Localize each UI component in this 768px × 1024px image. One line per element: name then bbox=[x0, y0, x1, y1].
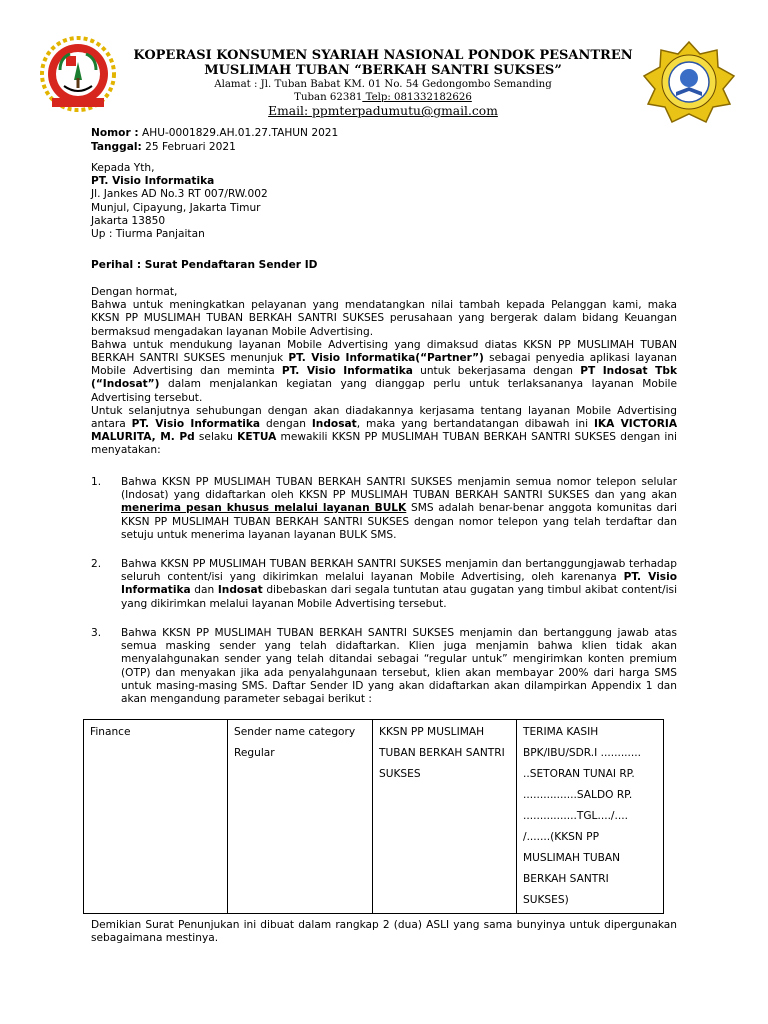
table-row bbox=[84, 720, 664, 914]
table-cell-type: Finance bbox=[84, 720, 228, 914]
recipient-address2: Munjul, Cipayung, Jakarta Timur bbox=[91, 201, 261, 214]
pesantren-logo bbox=[640, 40, 738, 124]
list-item-number: 3. bbox=[91, 627, 102, 639]
table-cell-category: Sender name category Regular bbox=[228, 720, 373, 914]
phone-link: Telp: 081332182626 bbox=[362, 92, 472, 103]
intro-paragraph-1: Bahwa untuk meningkatkan pelayanan yang mendatangkan nilai tambah kepada Pelanggan kami, maka KKSN PP MUSLIMAH TUBAN BERKAH SANTRI SUKSES perusahaan yang bergerak dalam bidang Keuangan bermaksud mengadakan layanan Mobile Advertising. bbox=[91, 299, 677, 338]
email-link[interactable]: Email: ppmterpadumutu@gmail.com bbox=[268, 104, 498, 118]
address-line2: Tuban 62381 Telp: 081332182626 bbox=[294, 92, 472, 103]
org-name-line2: MUSLIMAH TUBAN “BERKAH SANTRI SUKSES” bbox=[204, 63, 562, 78]
list-item-3: Bahwa KKSN PP MUSLIMAH TUBAN BERKAH SANTRI SUKSES menjamin dan bertanggung jawab atas semua masking sender yang telah didaftarkan. Klien juga menjamin bahwa klien tidak akan menyalahgunakan sender yang telah ditandai sebagai “regular untuk” mengirimkan konten premium (OTP) dan menyakan jika ada penyalahgunaan tersebut, klien akan membayar 200% dari harga SMS untuk masing-masing SMS. Daftar Sender ID yang akan didaftarkan akan dilampirkan Appendix 1 dan akan mengandung parameter sebagai berikut : bbox=[121, 627, 677, 706]
intro-paragraph-2: Bahwa untuk mendukung layanan Mobile Advertising yang dimaksud diatas KKSN PP MUSLIMAH TUBAN BERKAH SANTRI SUKSES menunjuk PT. Visio Informatika(“Partner”) sebagai penyedia aplikasi layanan Mobile Advertising dan meminta PT. Visio Informatika untuk bekerjasama dengan PT Indosat Tbk (“Indosat”) dalam menjalankan kegiatan yang dianggap perlu untuk terlaksananya layanan Mobile Advertising tersebut. bbox=[91, 338, 677, 404]
list-item-1: Bahwa KKSN PP MUSLIMAH TUBAN BERKAH SANTRI SUKSES menjamin semua nomor telepon selular (Indosat) yang didaftarkan oleh KKSN PP MUSLIMAH TUBAN BERKAH SANTRI SUKSES dan yang akan menerima pesan khusus melalui layanan BULK SMS adalah benar-benar anggota komunitas dari KKSN PP MUSLIMAH TUBAN BERKAH SANTRI SUKSES dengan nomor telepon yang telah terdaftar dan setuju untuk menerima layanan layanan BULK SMS. bbox=[121, 476, 678, 541]
recipient-block bbox=[91, 162, 691, 241]
salutation: Dengan hormat, bbox=[91, 286, 178, 298]
nomor-line: Nomor : AHU-0001829.AH.01.27.TAHUN 2021 bbox=[91, 127, 339, 139]
koperasi-logo bbox=[30, 36, 126, 114]
intro-paragraph-3: Untuk selanjutnya sehubungan dengan akan diadakannya kerjasama tentang layanan Mobile Advertising antara PT. Visio Informatika dengan Indosat, maka yang bertandatangan dibawah ini IKA VICTORIA MALURITA, M. Pd selaku KETUA mewakili KKSN PP MUSLIMAH TUBAN BERKAH SANTRI SUKSES dengan ini menyatakan: bbox=[91, 404, 678, 457]
recipient-address1: Jl. Jankes AD No.3 RT 007/RW.002 bbox=[91, 188, 268, 201]
table-cell-message: TERIMA KASIH BPK/IBU/SDR.I ............ ..SETORAN TUNAI RP. ................SALDO RP. ................TGL..../.... /.......(KKSN PP MUSLIMAH TUBAN BERKAH SANTRI SUKSES) bbox=[517, 720, 664, 914]
recipient-attn: Up : Tiurma Panjaitan bbox=[91, 228, 205, 241]
recipient-address3: Jakarta 13850 bbox=[91, 214, 166, 227]
letterhead bbox=[128, 48, 638, 119]
subject: Perihal : Surat Pendaftaran Sender ID bbox=[91, 259, 318, 271]
closing-paragraph: Demikian Surat Penunjukan ini dibuat dalam rangkap 2 (dua) ASLI yang sama bunyinya untuk dipergunakan sebagaimana mestinya. bbox=[91, 919, 677, 945]
list-item-number: 1. bbox=[91, 476, 102, 488]
intro-block bbox=[91, 286, 677, 458]
table-cell-sender: KKSN PP MUSLIMAH TUBAN BERKAH SANTRI SUKSES bbox=[373, 720, 517, 914]
address-line1: Alamat : Jl. Tuban Babat KM. 01 No. 54 Gedongombo Semanding bbox=[214, 79, 552, 90]
greeting: Kepada Yth, bbox=[91, 162, 155, 174]
recipient-company: PT. Visio Informatika bbox=[91, 175, 215, 188]
sender-id-table bbox=[83, 719, 664, 914]
tanggal-line: Tanggal: 25 Februari 2021 bbox=[91, 141, 236, 153]
list-item-2: Bahwa KKSN PP MUSLIMAH TUBAN BERKAH SANTRI SUKSES menjamin dan bertanggungjawab terhadap seluruh content/isi yang dikirimkan melalui layanan Mobile Advertising, oleh karenanya PT. Visio Informatika dan Indosat dibebaskan dari segala tuntutan atau gugatan yang timbul akibat content/isi yang dikirimkan melalui layanan Mobile Advertising tersebut. bbox=[121, 558, 678, 610]
org-name-line1: KOPERASI KONSUMEN SYARIAH NASIONAL PONDOK PESANTREN bbox=[133, 48, 633, 63]
email-line bbox=[128, 104, 638, 119]
list-item-number: 2. bbox=[91, 558, 102, 570]
